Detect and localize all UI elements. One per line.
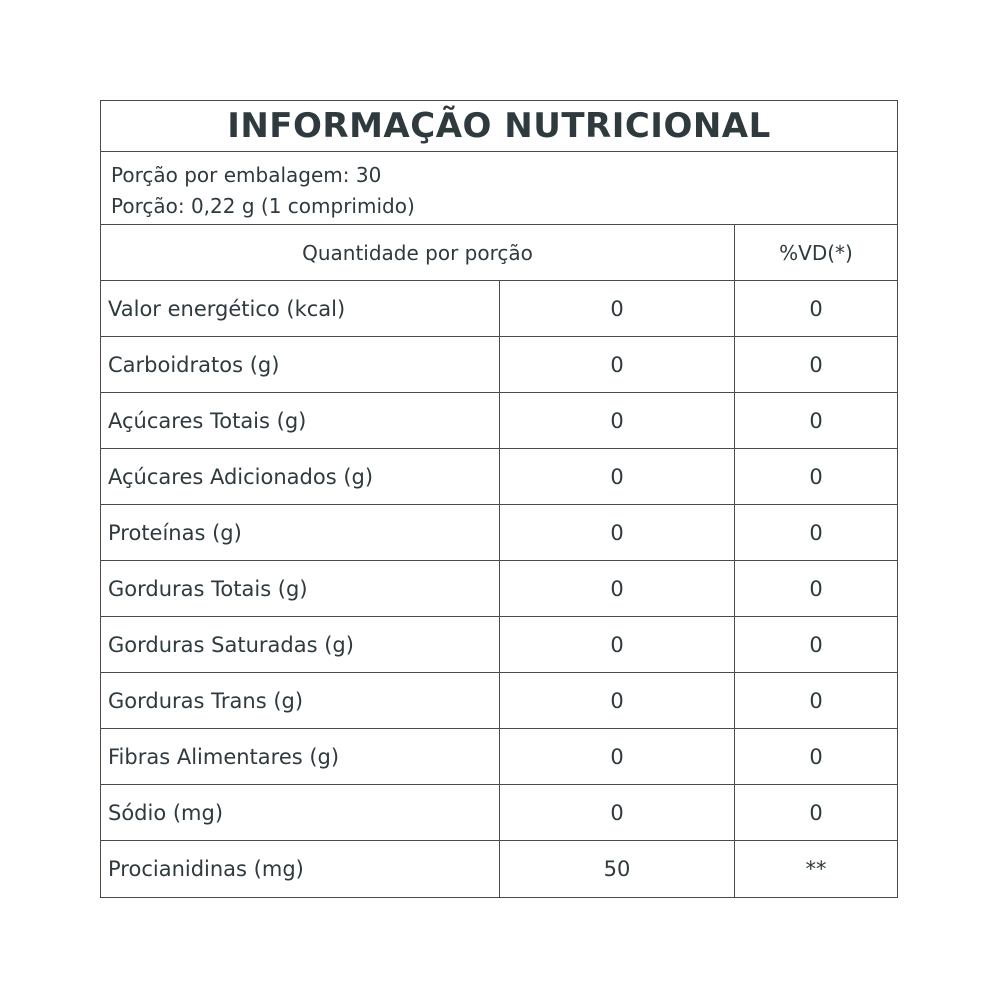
nutrient-amount: 0 <box>500 449 735 504</box>
nutrient-amount: 0 <box>500 673 735 728</box>
nutrient-amount: 0 <box>500 393 735 448</box>
table-row <box>101 281 897 337</box>
table-title: INFORMAÇÃO NUTRICIONAL <box>101 101 897 152</box>
nutrient-amount: 0 <box>500 505 735 560</box>
table-header <box>101 225 897 281</box>
nutrient-name: Gorduras Saturadas (g) <box>101 617 500 672</box>
nutrient-name: Sódio (mg) <box>101 785 500 840</box>
nutrient-name: Fibras Alimentares (g) <box>101 729 500 784</box>
nutrient-amount: 0 <box>500 617 735 672</box>
serving-size: Porção: 0,22 g (1 comprimido) <box>111 194 415 218</box>
table-row <box>101 617 897 673</box>
nutrient-name: Açúcares Adicionados (g) <box>101 449 500 504</box>
table-row <box>101 449 897 505</box>
nutrient-name: Proteínas (g) <box>101 505 500 560</box>
nutrient-daily-value: 0 <box>809 464 823 489</box>
nutrient-name: Procianidinas (mg) <box>101 841 500 897</box>
serving-info <box>101 152 897 225</box>
nutrient-daily-value: 0 <box>809 632 823 657</box>
table-row <box>101 561 897 617</box>
nutrient-daily-value: 0 <box>809 688 823 713</box>
nutrient-daily-value: 0 <box>809 520 823 545</box>
nutrient-amount: 0 <box>500 561 735 616</box>
daily-value-header: %VD(*) <box>779 240 853 265</box>
nutrient-daily-value: ** <box>805 857 827 881</box>
nutrient-name: Carboidratos (g) <box>101 337 500 392</box>
nutrient-amount: 0 <box>500 785 735 840</box>
nutrient-daily-value: 0 <box>809 800 823 825</box>
nutrient-amount: 0 <box>500 281 735 336</box>
nutrient-name: Gorduras Trans (g) <box>101 673 500 728</box>
table-row <box>101 673 897 729</box>
table-row <box>101 841 897 897</box>
nutrient-daily-value: 0 <box>809 352 823 377</box>
servings-per-package: Porção por embalagem: 30 <box>111 163 382 187</box>
nutrient-amount: 0 <box>500 337 735 392</box>
quantity-per-serving-header: Quantidade por porção <box>101 225 735 280</box>
nutrient-daily-value: 0 <box>809 744 823 769</box>
nutrient-name: Gorduras Totais (g) <box>101 561 500 616</box>
nutrition-facts-table <box>100 100 898 898</box>
nutrient-name: Açúcares Totais (g) <box>101 393 500 448</box>
table-row <box>101 337 897 393</box>
table-row <box>101 505 897 561</box>
table-row <box>101 729 897 785</box>
nutrient-daily-value: 0 <box>809 408 823 433</box>
nutrient-daily-value: 0 <box>809 576 823 601</box>
nutrient-daily-value: 0 <box>809 296 823 321</box>
nutrient-amount: 50 <box>500 841 735 897</box>
table-row <box>101 393 897 449</box>
table-row <box>101 785 897 841</box>
nutrient-amount: 0 <box>500 729 735 784</box>
nutrient-name: Valor energético (kcal) <box>101 281 500 336</box>
nutrient-rows <box>101 281 897 897</box>
